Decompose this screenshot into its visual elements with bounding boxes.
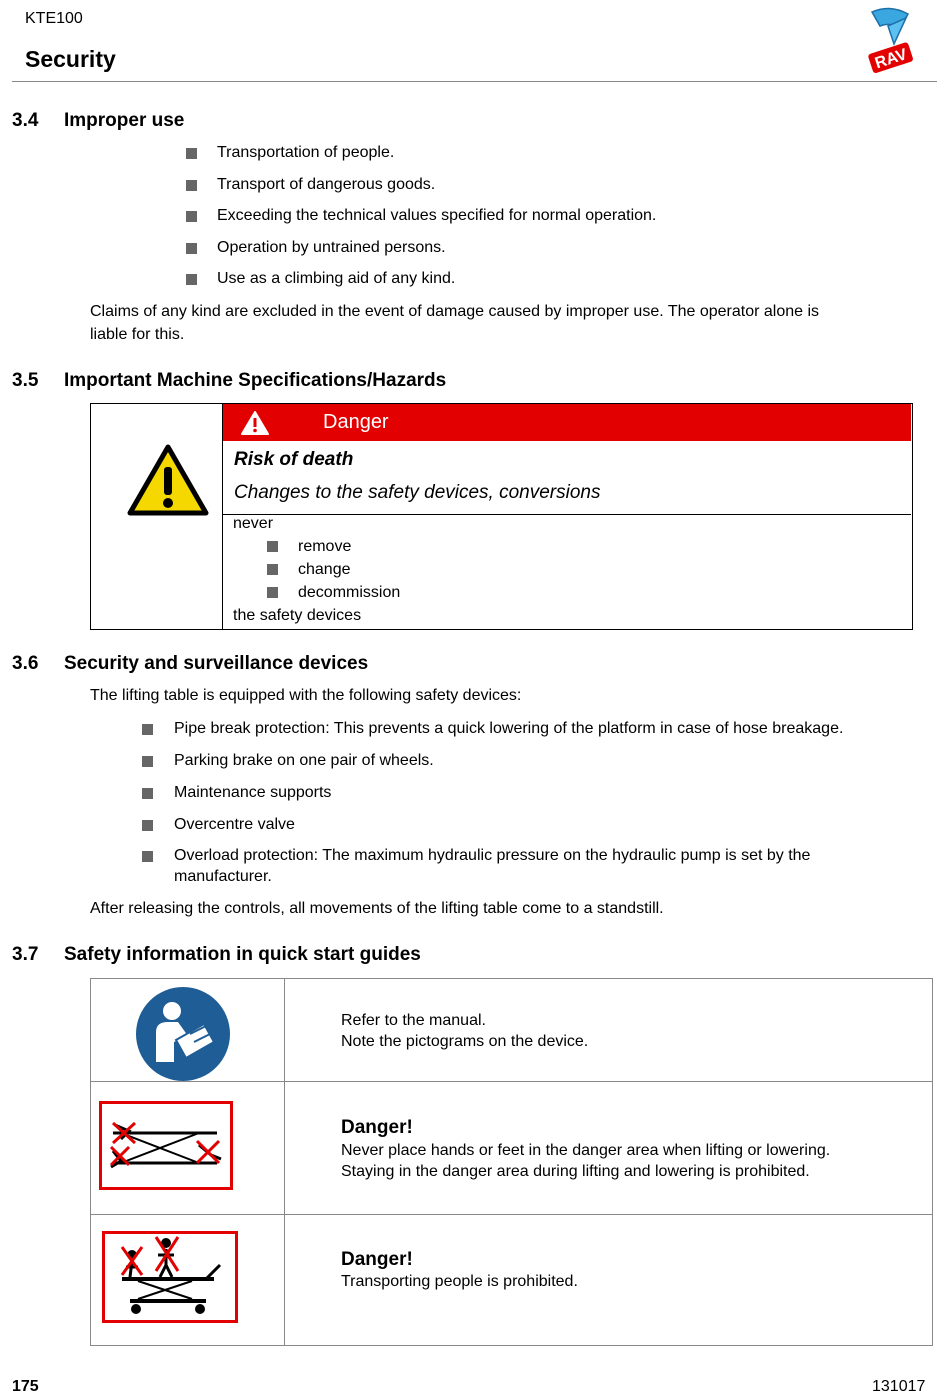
action-item: change [298, 561, 351, 578]
row-line: Transporting people is prohibited. [341, 1273, 578, 1290]
list-item: Use as a climbing aid of any kind. [217, 270, 456, 287]
document-code: 131017 [872, 1378, 926, 1395]
danger-triangle-icon [240, 410, 270, 436]
page-title: Security [25, 46, 116, 72]
bullet-marker [142, 820, 153, 831]
never-text: never [233, 515, 274, 532]
list-item: Transport of dangerous goods. [217, 176, 436, 193]
read-manual-icon [134, 986, 232, 1082]
bullet-marker [267, 541, 278, 552]
bullet-marker [267, 564, 278, 575]
document-model: KTE100 [25, 10, 83, 27]
list-item: Transportation of people. [217, 144, 395, 161]
row-line: Note the pictograms on the device. [341, 1033, 589, 1050]
row-line: Staying in the danger area during lifting and lowering is prohibited. [341, 1163, 810, 1180]
bullet-marker [186, 274, 197, 285]
section-number-3-5: 3.5 [12, 370, 39, 391]
danger-header [223, 404, 911, 441]
danger-inner-divider [223, 514, 911, 515]
list-item: Overload protection: The maximum hydraulic pressure on the hydraulic pump is set by the [174, 847, 811, 864]
bullet-marker [267, 587, 278, 598]
list-item: Exceeding the technical values specified for normal operation. [217, 207, 657, 224]
section-title-improper-use: Improper use [64, 110, 185, 131]
action-item: remove [298, 538, 352, 555]
page-number: 175 [12, 1378, 39, 1395]
table-row-divider [90, 1214, 932, 1215]
bullet-marker [142, 851, 153, 862]
bullet-marker [142, 724, 153, 735]
list-item: Overcentre valve [174, 816, 295, 833]
intro-text: The lifting table is equipped with the following safety devices: [90, 687, 522, 704]
bullet-marker [186, 243, 197, 254]
row-line: Refer to the manual. [341, 1012, 486, 1029]
section-number-3-6: 3.6 [12, 653, 39, 674]
section-title-hazards: Important Machine Specifications/Hazards [64, 370, 447, 391]
bullet-marker [186, 211, 197, 222]
cause-text: Changes to the safety devices, conversions [234, 482, 601, 503]
risk-text: Risk of death [234, 449, 354, 470]
crush-hazard-icon [99, 1101, 233, 1190]
section-title-safety-devices: Security and surveillance devices [64, 653, 369, 674]
row-heading: Danger! [341, 1117, 413, 1138]
paragraph-line: liable for this. [90, 326, 185, 343]
header-divider [12, 81, 937, 82]
closing-text: the safety devices [233, 607, 362, 624]
section-title-quick-start: Safety information in quick start guides [64, 944, 421, 965]
danger-label: Danger [323, 411, 389, 433]
bullet-marker [142, 756, 153, 767]
outro-text: After releasing the controls, all movements of the lifting table come to a standstill. [90, 900, 664, 917]
list-item: Operation by untrained persons. [217, 239, 446, 256]
list-item: Parking brake on one pair of wheels. [174, 752, 434, 769]
warning-triangle-icon [126, 443, 210, 517]
bullet-marker [186, 148, 197, 159]
list-item: Pipe break protection: This prevents a quick lowering of the platform in case of hose breakage. [174, 720, 844, 737]
action-item: decommission [298, 584, 401, 601]
bullet-marker [186, 180, 197, 191]
paragraph-line: Claims of any kind are excluded in the event of damage caused by improper use. The operator alone is [90, 303, 820, 320]
row-line: Never place hands or feet in the danger area when lifting or lowering. [341, 1142, 831, 1159]
section-number-3-4: 3.4 [12, 110, 39, 131]
no-people-transport-icon [102, 1231, 238, 1323]
row-heading: Danger! [341, 1249, 413, 1270]
logo-text: RAV [872, 46, 910, 73]
bullet-marker [142, 788, 153, 799]
list-item: Maintenance supports [174, 784, 332, 801]
section-number-3-7: 3.7 [12, 944, 39, 965]
rav-logo [860, 4, 918, 74]
list-item-continuation: manufacturer. [174, 868, 272, 885]
pictogram-table-divider [284, 978, 285, 1345]
